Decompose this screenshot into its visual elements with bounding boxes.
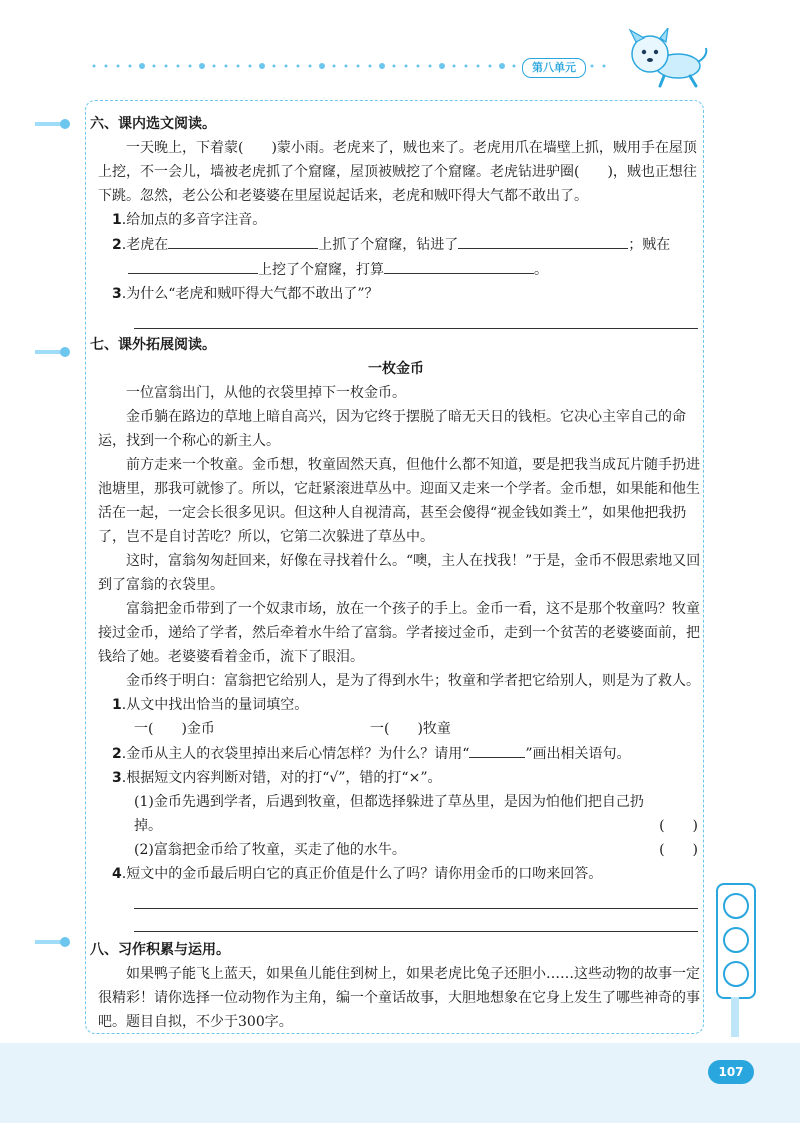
worksheet-content <box>90 112 702 1034</box>
judge-item-2: (2)富翁把金币给了牧童，买走了他的水牛。 ( ) <box>90 838 702 862</box>
section6-heading: 六、课内选文阅读。 <box>90 116 216 132</box>
s6-question-2-cont: 上挖了个窟窿，打算 。 <box>90 257 702 282</box>
section8-prompt: 如果鸭子能飞上蓝天，如果鱼儿能住到树上，如果老虎比兔子还胆小……这些动物的故事一定很精彩！请你选择一位动物作为主角，编一个童话故事，大胆地想象在它身上发生了哪些神奇的事吧。题目自拟，不少于300字。 <box>98 966 700 1030</box>
story-paragraph: 金币躺在路边的草地上暗自高兴，因为它终于摆脱了暗无天日的钱柜。它决心主宰自己的命运，找到一个称心的新主人。 <box>98 409 686 449</box>
story-paragraph: 一位富翁出门，从他的衣袋里掉下一枚金币。 <box>126 385 406 401</box>
s6-question-1: 1.给加点的多音字注音。 <box>112 212 267 228</box>
section-marker-icon <box>35 346 71 358</box>
answer-blank[interactable] <box>384 257 534 274</box>
answer-line[interactable] <box>134 886 698 909</box>
answer-blank[interactable] <box>128 257 258 274</box>
wavy-line-sample <box>469 741 525 758</box>
unit-badge: 第八单元 <box>522 58 586 78</box>
judge-answer-box[interactable]: ( ) <box>659 842 698 858</box>
story-paragraph: 金币终于明白：富翁把它给别人，是为了得到水牛；牧童和学者把它给别人，则是为了救人。 <box>126 673 700 689</box>
light-icon <box>723 961 749 987</box>
section6-passage: 一天晚上，下着蒙( )蒙小雨。老虎来了，贼也来了。老虎用爪在墙壁上抓，贼用手在屋顶上挖，不一会儿，墙被老虎抓了个窟窿，屋顶被贼挖了个窟窿。老虎钻进驴圈( )，贼也正想往下跳。忽然，老公公和老婆婆在里屋说起话来，老虎和贼吓得大气都不敢出了。 <box>98 140 697 204</box>
s7-question-2: 2.金币从主人的衣袋里掉出来后心情怎样？为什么？请用“ ”画出相关语句。 <box>90 741 702 766</box>
answer-line[interactable] <box>134 306 698 329</box>
s7-question-1: 1.从文中找出恰当的量词填空。 <box>112 697 309 713</box>
traffic-light-decoration <box>716 883 756 999</box>
answer-blank[interactable] <box>458 232 628 249</box>
page-bottom-band <box>0 1043 800 1123</box>
story-paragraph: 前方走来一个牧童。金币想，牧童固然天真，但他什么都不知道，要是把我当成瓦片随手扔进池塘里，那我可就惨了。所以，它赶紧滚进草丛中。迎面又走来一个学者。金币想，如果能和他生活在一起，一定会长很多见识。但这种人自视清高，甚至会傻得“视金钱如粪土”，如果他把我扔了，岂不是自讨苦吃？所以，它第二次躲进了草丛中。 <box>98 457 700 545</box>
section-marker-icon <box>35 118 71 130</box>
light-icon <box>723 893 749 919</box>
judge-item-1: (1)金币先遇到学者，后遇到牧童，但都选择躲进了草丛里，是因为怕他们把自己扔掉。 ( ) <box>90 790 702 838</box>
section-marker-icon <box>35 936 71 948</box>
s7-question-4: 4.短文中的金币最后明白它的真正价值是什么了吗？请你用金币的口吻来回答。 <box>112 866 603 882</box>
s6-question-3: 3.为什么“老虎和贼吓得大气都不敢出了”？ <box>112 286 379 302</box>
story-title: 一枚金币 <box>368 361 424 377</box>
traffic-light-pole <box>731 997 739 1037</box>
answer-line[interactable] <box>134 909 698 932</box>
judge-answer-box[interactable]: ( ) <box>659 818 698 834</box>
s6-question-2: 2.老虎在 上抓了个窟窿，钻进了 ；贼在 <box>90 232 702 257</box>
story-paragraph: 富翁把金币带到了一个奴隶市场，放在一个孩子的手上。金币一看，这不是那个牧童吗？牧童接过金币，递给了学者，然后牵着水牛给了富翁。学者接过金币，走到一个贫苦的老婆婆面前，把钱给了她。老婆婆看着金币，流下了眼泪。 <box>98 601 700 665</box>
answer-blank[interactable] <box>168 232 318 249</box>
light-icon <box>723 927 749 953</box>
story-body <box>90 381 702 693</box>
section8-heading: 八、习作积累与运用。 <box>90 942 230 958</box>
puppy-mascot-icon <box>620 28 710 90</box>
section7-heading: 七、课外拓展阅读。 <box>90 337 216 353</box>
s7-question-3: 3.根据短文内容判断对错，对的打“√”，错的打“×”。 <box>112 770 442 786</box>
page-number: 107 <box>708 1060 754 1084</box>
s7-question-1-options: 一( )金币 一( )牧童 <box>134 721 451 737</box>
story-paragraph: 这时，富翁匆匆赶回来，好像在寻找着什么。“噢，主人在找我！”于是，金币不假思索地又回到了富翁的衣袋里。 <box>98 553 701 593</box>
